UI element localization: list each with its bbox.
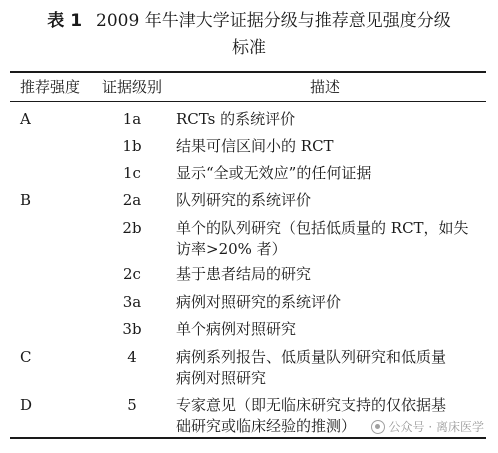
title-line-1 bbox=[0, 8, 498, 35]
top-rule bbox=[10, 71, 486, 73]
row-level: 4 bbox=[127, 348, 137, 366]
watermark bbox=[371, 418, 484, 435]
row-strength: D bbox=[20, 396, 33, 414]
row-description: 显示“全或无效应”的任何证据 bbox=[176, 164, 372, 182]
row-level: 1a bbox=[122, 110, 142, 128]
row-level: 1b bbox=[122, 137, 142, 155]
row-description-line-1: 病例系列报告、低质量队列研究和低质量 bbox=[176, 348, 447, 366]
row-description: 队列研究的系统评价 bbox=[176, 191, 312, 209]
title-line-2: 标准 bbox=[232, 38, 266, 58]
row-level: 3b bbox=[122, 320, 142, 338]
watermark-text: 公众号 · 离床医学 bbox=[388, 420, 484, 434]
bottom-rule bbox=[10, 437, 486, 439]
row-strength: B bbox=[20, 191, 32, 209]
header-description: 描述 bbox=[310, 78, 341, 96]
row-strength: C bbox=[20, 348, 32, 366]
row-level: 3a bbox=[122, 293, 142, 311]
row-level: 2a bbox=[122, 191, 142, 209]
table-title bbox=[0, 8, 498, 62]
row-description: 基于患者结局的研究 bbox=[176, 265, 312, 283]
row-description: 结果可信区间小的 RCT bbox=[176, 137, 334, 155]
row-description-line-2: 病例对照研究 bbox=[176, 369, 267, 387]
header-rule bbox=[10, 101, 486, 102]
row-description: 病例对照研究的系统评价 bbox=[176, 293, 342, 311]
row-strength: A bbox=[20, 110, 31, 128]
header-strength: 推荐强度 bbox=[20, 78, 81, 96]
row-description: RCTs 的系统评价 bbox=[176, 110, 296, 128]
row-level: 2c bbox=[123, 265, 141, 283]
row-description-line-2: 础研究或临床经验的推测） bbox=[176, 417, 357, 435]
row-description-line-2: 访率>20% 者） bbox=[176, 240, 287, 258]
row-level: 5 bbox=[127, 396, 137, 414]
row-level: 1c bbox=[123, 164, 141, 182]
row-level: 2b bbox=[122, 219, 142, 237]
title-text: 2009 年牛津大学证据分级与推荐意见强度分级 bbox=[96, 11, 451, 31]
row-description-line-1: 专家意见（即无临床研究支持的仅依据基 bbox=[176, 396, 447, 414]
wechat-logo-icon bbox=[371, 420, 385, 434]
row-description-line-1: 单个的队列研究（包括低质量的 RCT，如失 bbox=[176, 219, 469, 237]
row-description: 单个病例对照研究 bbox=[176, 320, 297, 338]
header-level: 证据级别 bbox=[101, 78, 162, 96]
table-label: 表 1 bbox=[47, 11, 83, 31]
